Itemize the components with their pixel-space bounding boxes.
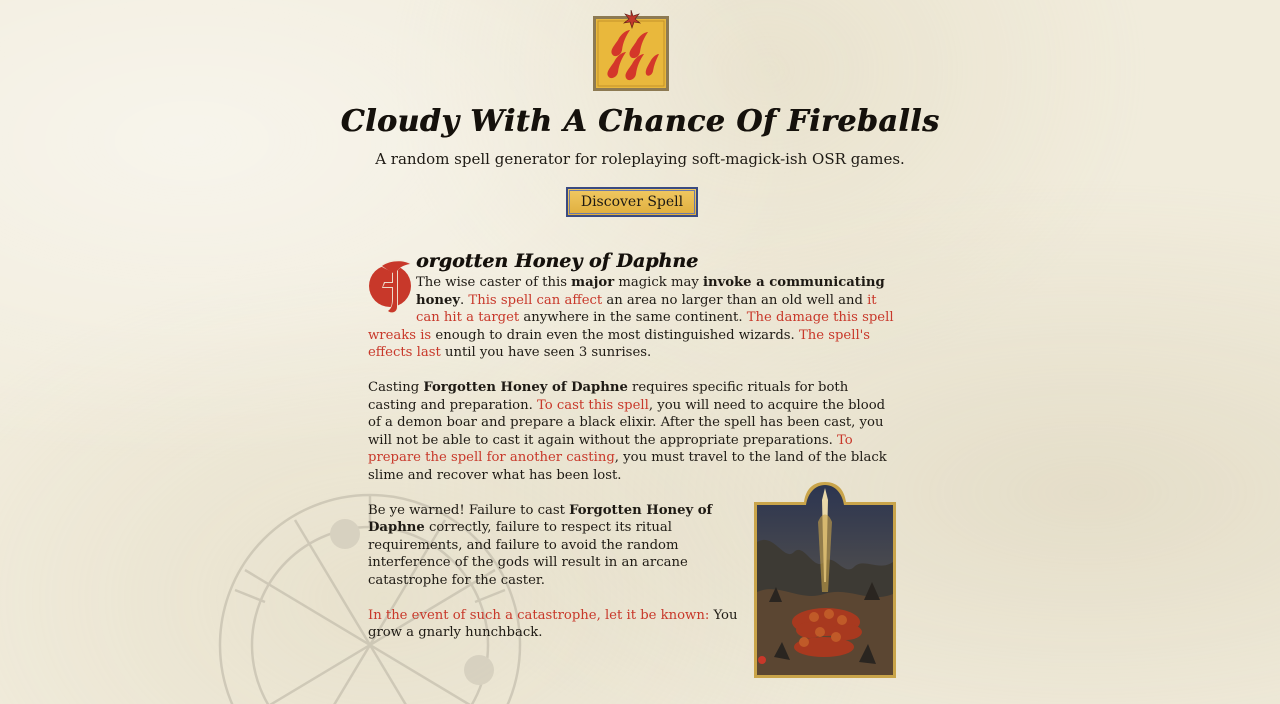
hellfire-painting-icon [754, 482, 896, 678]
text: enough to drain even the most distinguished wizards. [431, 327, 799, 343]
drop-cap-f-icon [368, 252, 414, 318]
text: Casting [368, 380, 424, 395]
text: until you have seen 3 sunrises. [440, 345, 652, 360]
text: an area no larger than an old well and [602, 292, 868, 308]
text: , you will need to acquire the blood of a demon boar and prepare a black elixir. After the spell has been cast, you will not be able to cast it again without the appropriate preparations. [368, 397, 886, 448]
text: , you must travel to the land of the black slime and recover what has been lost. [368, 450, 887, 483]
text: Be ye warned! Failure to cast [368, 502, 570, 518]
site-title: Cloudy With A Chance Of Fireballs [340, 104, 940, 139]
highlight-damage: The damage this spell wreaks is [368, 310, 894, 343]
highlight-duration: The spell's effects last [368, 327, 871, 360]
warning-block [368, 502, 896, 642]
text: correctly, failure to respect its ritual requirements, and failure to avoid the random interference of the gods will result in an arcane catastrophe for the caster. [368, 520, 688, 588]
flaming-fireballs-icon [592, 10, 670, 92]
text: The wise caster of this [416, 275, 572, 290]
spell-name: Forgotten Honey of Daphne [368, 502, 713, 535]
highlight-cast: To cast this spell [537, 397, 649, 413]
spell-title: orgotten Honey of Daphne [416, 250, 699, 272]
spell-card [368, 248, 896, 678]
power-level: major [571, 275, 615, 290]
text: . [460, 292, 469, 308]
site-subtitle: A random spell generator for roleplaying soft-magick-ish OSR games. [375, 150, 905, 168]
text: requires specific rituals for both casting and preparation. [368, 380, 849, 413]
spell-effect: invoke a communicating honey [416, 275, 885, 308]
text: magick may [614, 275, 703, 290]
spell-name: Forgotten Honey of Daphne [423, 380, 628, 395]
highlight-range: it can hit a target [416, 292, 877, 325]
discover-spell-button[interactable]: Discover Spell [566, 187, 698, 217]
text: anywhere in the same continent. [519, 310, 747, 325]
highlight-area: This spell can affect [468, 292, 603, 308]
highlight-prepare: To prepare the spell for another casting [368, 432, 853, 465]
text: You grow a gnarly hunchback. [368, 607, 738, 640]
spell-description [368, 274, 896, 362]
spell-ritual [368, 379, 896, 484]
highlight-catastrophe: In the event of such a catastrophe, let it be known: [368, 607, 710, 623]
